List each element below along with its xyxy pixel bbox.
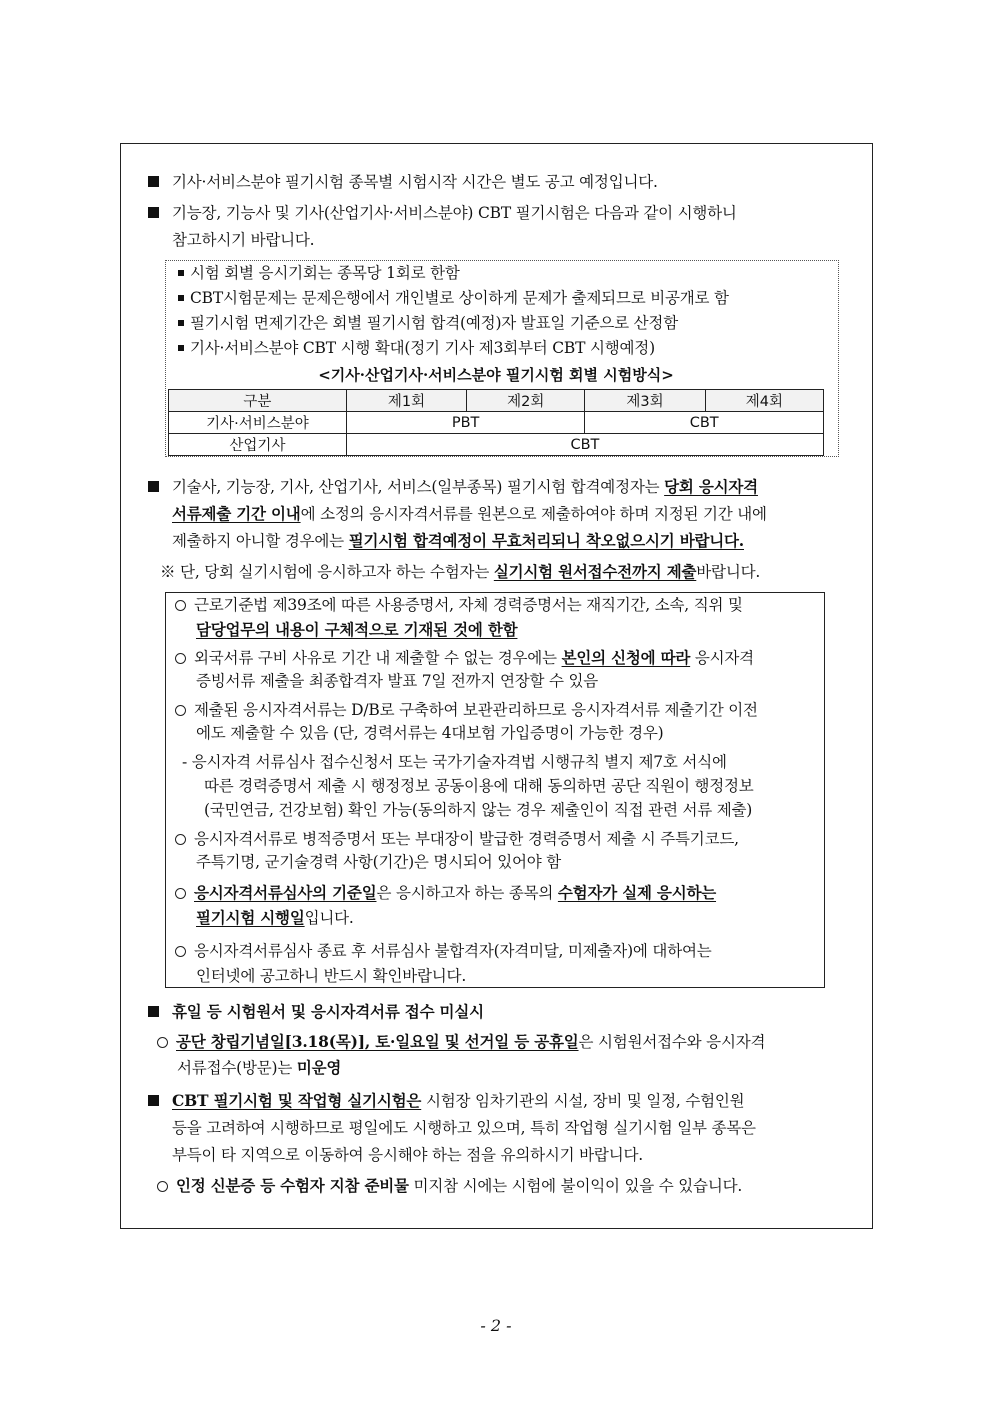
para-documents-line1 xyxy=(172,477,758,497)
table-cell: CBT xyxy=(585,412,824,434)
para-documents-line3 xyxy=(172,531,744,551)
table-row xyxy=(169,434,824,456)
table-cell: 산업기사 xyxy=(169,434,347,456)
circle-bullet-icon xyxy=(157,1037,168,1048)
text-span: 은 응시하고자 하는 종목의 xyxy=(376,884,558,902)
table-cell: CBT xyxy=(346,434,823,456)
text-span: 은 시험원서접수와 응시자격 xyxy=(578,1033,766,1051)
text-span: 기술사, 기능장, 기사, 산업기사, 서비스(일부종목) 필기시험 합격예정자는 xyxy=(172,478,665,496)
text-span: 응시자격서류심사 종료 후 서류심사 불합격자(자격미달, 미제출자)에 대하여는 xyxy=(194,942,712,960)
para-id-card-note xyxy=(157,1176,742,1196)
circle-bullet-icon xyxy=(157,1181,168,1192)
exam-method-table xyxy=(168,389,824,456)
table-header-row xyxy=(169,390,824,412)
para-holiday-sub-line2 xyxy=(177,1058,341,1078)
emphasis-text: 인정 신분증 등 수험자 지참 준비물 xyxy=(176,1176,409,1195)
square-bullet-icon xyxy=(148,176,159,187)
detail-item-cont xyxy=(196,620,517,640)
cbt-info-item xyxy=(178,338,655,358)
para-cbt-practical-line2: 등을 고려하여 시행하므로 평일에도 시행하고 있으며, 특히 작업형 실기시험 일부 종목은 xyxy=(172,1119,756,1137)
table-cell: PBT xyxy=(346,412,585,434)
cbt-info-text: 시험 회별 응시기회는 종목당 1회로 한함 xyxy=(190,264,460,282)
emphasis-text: 실기시험 원서접수전까지 제출 xyxy=(493,562,697,581)
emphasis-text: 담당업무의 내용이 구체적으로 기재된 것에 한함 xyxy=(196,620,518,639)
circle-bullet-icon xyxy=(175,653,186,664)
cbt-info-item xyxy=(178,288,729,308)
text-span: 외국서류 구비 사유로 기간 내 제출할 수 없는 경우에는 xyxy=(194,649,562,667)
text-span: 응시자격 xyxy=(690,649,754,667)
text-span: 에 소정의 응시자격서류를 원본으로 제출하여야 하며 지정된 기간 내에 xyxy=(300,505,767,523)
small-square-bullet-icon xyxy=(178,345,184,351)
table-cell: 기사·서비스분야 xyxy=(169,412,347,434)
square-bullet-icon xyxy=(148,481,159,492)
reference-mark-icon: ※ xyxy=(160,563,176,581)
para-cbt-intro-line1: 기능장, 기능사 및 기사(산업기사·서비스분야) CBT 필기시험은 다음과 같이 시행하니 xyxy=(172,204,737,222)
detail-item-cont: 증빙서류 제출을 최종합격자 발표 7일 전까지 연장할 수 있음 xyxy=(196,672,599,690)
text-span: 응시자격서류로 병적증명서 또는 부대장이 발급한 경력증명서 제출 시 주특기코드, xyxy=(194,830,739,848)
table-row xyxy=(169,412,824,434)
text-span: 미지참 시에는 시험에 불이익이 있을 수 있습니다. xyxy=(408,1177,743,1195)
circle-bullet-icon xyxy=(175,834,186,845)
table-header-cell: 제2회 xyxy=(467,390,585,412)
cbt-info-text: 기사·서비스분야 CBT 시행 확대(정기 기사 제3회부터 CBT 시행예정) xyxy=(190,339,655,357)
para-cbt-intro-line2: 참고하시기 바랍니다. xyxy=(172,231,315,249)
detail-item xyxy=(175,941,712,961)
detail-item-cont xyxy=(196,908,354,928)
detail-item xyxy=(175,883,716,903)
detail-item xyxy=(175,829,739,849)
emphasis-text: 본인의 신청에 따라 xyxy=(561,648,691,667)
note-line xyxy=(160,562,760,582)
detail-item xyxy=(175,700,758,720)
emphasis-text: 당회 응시자격 xyxy=(664,477,758,496)
emphasis-text: 수험자가 실제 응시하는 xyxy=(557,883,717,902)
emphasis-text: 미운영 xyxy=(296,1058,342,1077)
cbt-info-item xyxy=(178,263,460,283)
text-span: 서류접수(방문)는 xyxy=(177,1059,297,1077)
text-span: 바랍니다. xyxy=(696,563,761,581)
emphasis-text: CBT 필기시험 및 작업형 실기시험은 xyxy=(172,1091,422,1110)
detail-item xyxy=(175,648,754,668)
text-span: 제출된 응시자격서류는 D/B로 구축하여 보관관리하므로 응시자격서류 제출기간 이전 xyxy=(194,701,758,719)
square-bullet-icon xyxy=(148,1006,159,1017)
emphasis-text: 응시자격서류심사의 기준일 xyxy=(194,883,377,902)
para-documents-line2 xyxy=(172,504,767,524)
text-span: 제출하지 아니할 경우에는 xyxy=(172,532,349,550)
detail-item-cont: 인터넷에 공고하니 반드시 확인바랍니다. xyxy=(196,967,467,985)
circle-bullet-icon xyxy=(175,600,186,611)
para-cbt-practical-line3: 부득이 타 지역으로 이동하여 응시해야 하는 점을 유의하시기 바랍니다. xyxy=(172,1146,643,1164)
emphasis-text: 공단 창립기념일[3.18(목)], 토·일요일 및 선거일 등 공휴일 xyxy=(176,1032,579,1051)
para-holiday-heading: 휴일 등 시험원서 및 응시자격서류 접수 미실시 xyxy=(172,1002,484,1021)
text-span: 단, 당회 실기시험에 응시하고자 하는 수험자는 xyxy=(175,563,494,581)
detail-item xyxy=(175,595,743,615)
detail-dash-item-cont: 따른 경력증명서 제출 시 행정정보 공동이용에 대해 동의하면 공단 직원이 행정정보 xyxy=(204,777,754,795)
emphasis-text: 필기시험 시행일 xyxy=(196,908,305,927)
para-exam-start-time: 기사·서비스분야 필기시험 종목별 시험시작 시간은 별도 공고 예정입니다. xyxy=(172,173,658,191)
table-header-cell: 제4회 xyxy=(705,390,823,412)
square-bullet-icon xyxy=(148,207,159,218)
detail-dash-item: - 응시자격 서류심사 접수신청서 또는 국가기술자격법 시행규칙 별지 제7호 서식에 xyxy=(182,753,727,771)
cbt-info-text: CBT시험문제는 문제은행에서 개인별로 상이하게 문제가 출제되므로 비공개로 함 xyxy=(190,289,729,307)
table-header-cell: 제1회 xyxy=(346,390,466,412)
para-cbt-practical-line1 xyxy=(172,1091,744,1111)
table-header-cell: 구분 xyxy=(169,390,347,412)
circle-bullet-icon xyxy=(175,888,186,899)
cbt-info-item xyxy=(178,313,678,333)
small-square-bullet-icon xyxy=(178,295,184,301)
emphasis-text: 필기시험 합격예정이 무효처리되니 착오없으시기 바랍니다. xyxy=(348,531,744,550)
text-span: 근로기준법 제39조에 따른 사용증명서, 자체 경력증명서는 재직기간, 소속, 직위 및 xyxy=(194,596,743,614)
circle-bullet-icon xyxy=(175,705,186,716)
small-square-bullet-icon xyxy=(178,320,184,326)
emphasis-text: 서류제출 기간 이내 xyxy=(172,504,301,523)
text-span: 시험장 임차기관의 시설, 장비 및 일정, 수험인원 xyxy=(421,1092,745,1110)
page-number: - 2 - xyxy=(480,1316,512,1335)
detail-item-cont: 에도 제출할 수 있음 (단, 경력서류는 4대보험 가입증명이 가능한 경우) xyxy=(196,724,664,742)
circle-bullet-icon xyxy=(175,946,186,957)
table-header-cell: 제3회 xyxy=(585,390,705,412)
detail-dash-item-cont: (국민연금, 건강보험) 확인 가능(동의하지 않는 경우 제출인이 직접 관련 서류 제출) xyxy=(204,801,753,819)
para-holiday-sub-line1 xyxy=(157,1032,765,1052)
detail-item-cont: 주특기명, 군기술경력 사항(기간)은 명시되어 있어야 함 xyxy=(196,853,562,871)
table-caption: <기사·산업기사·서비스분야 필기시험 회별 시험방식> xyxy=(318,366,674,384)
square-bullet-icon xyxy=(148,1095,159,1106)
text-span: 입니다. xyxy=(304,909,354,927)
cbt-info-text: 필기시험 면제기간은 회별 필기시험 합격(예정)자 발표일 기준으로 산정함 xyxy=(190,314,678,332)
small-square-bullet-icon xyxy=(178,270,184,276)
